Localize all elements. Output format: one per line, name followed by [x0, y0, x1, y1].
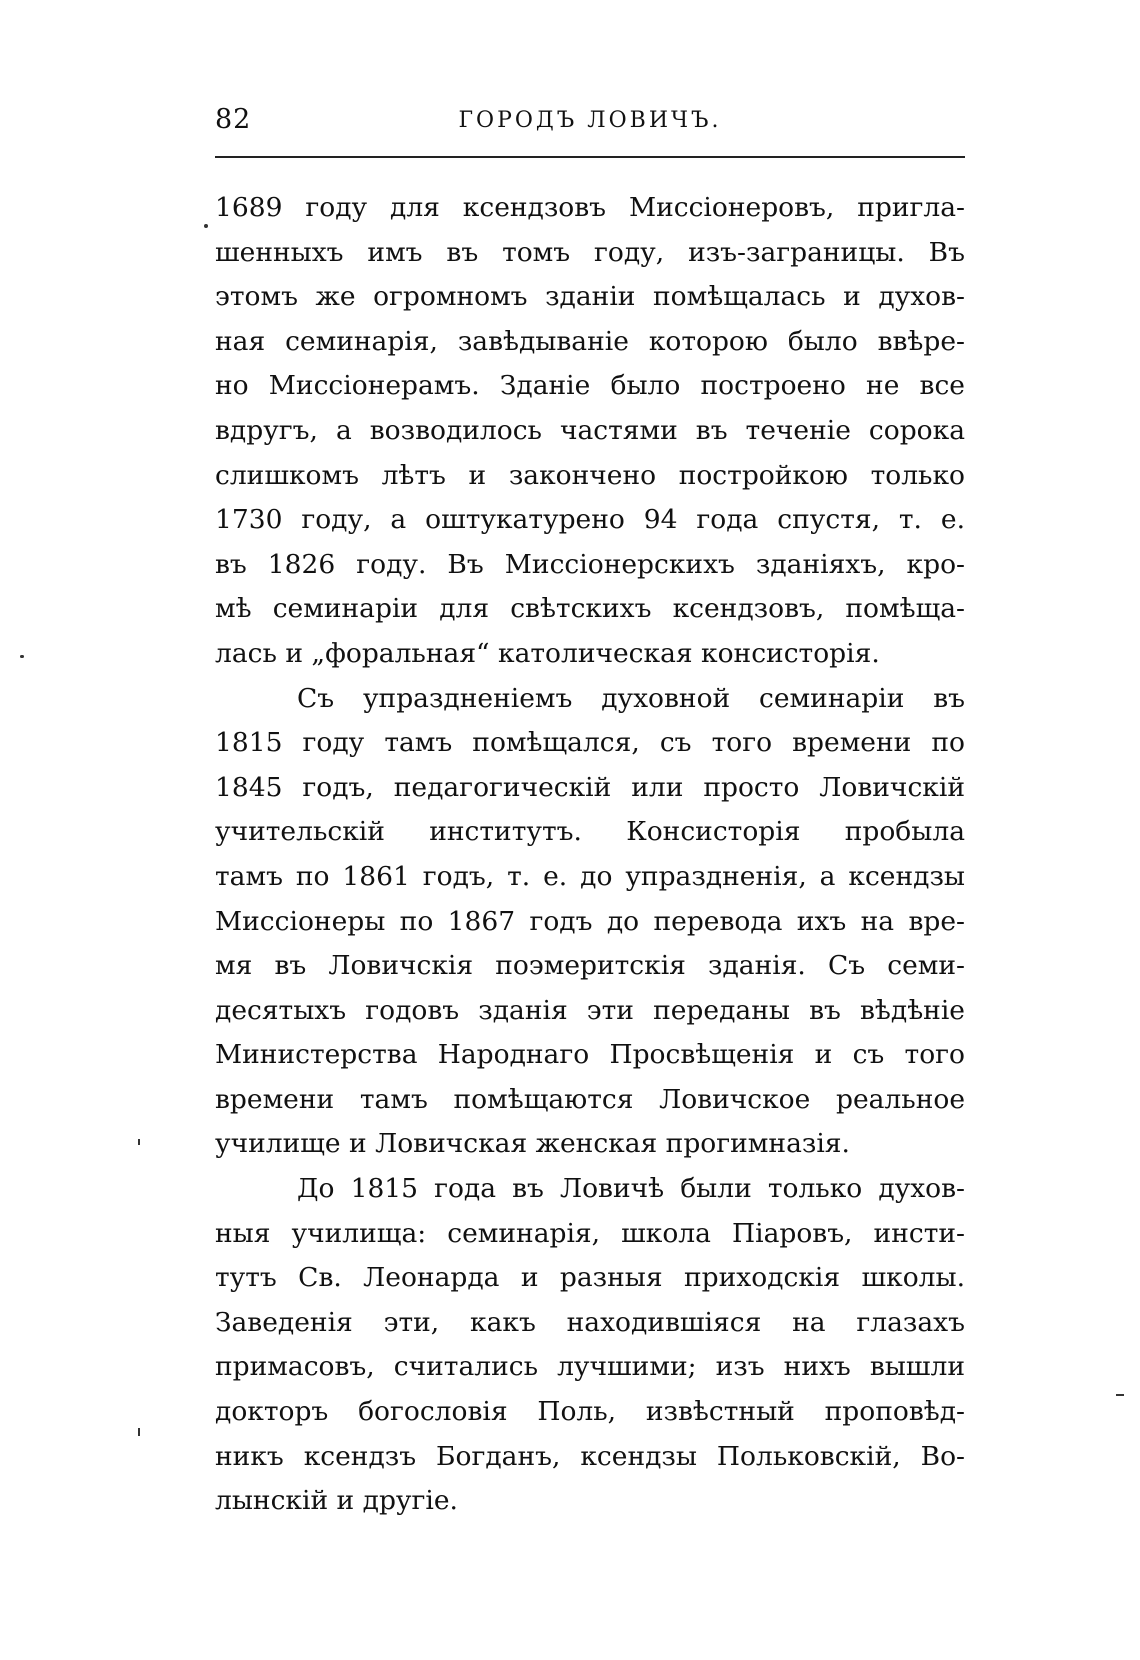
text-line: мя въ Ловичскія поэмеритскія зданія. Съ семи- — [215, 950, 965, 982]
text-line: мѣ семинаріи для свѣтскихъ ксендзовъ, помѣща- — [215, 593, 965, 625]
text-line: 1815 году тамъ помѣщался, съ того времени по — [215, 727, 965, 759]
paragraph-1 — [215, 186, 965, 677]
text-line: Заведенія эти, какъ находившіяся на глазахъ — [215, 1306, 965, 1338]
text-line: шенныхъ имъ въ томъ году, изъ-заграницы. Въ — [215, 236, 965, 268]
header-rule — [215, 156, 965, 158]
text-line: этомъ же огромномъ зданіи помѣщалась и духов- — [215, 281, 965, 313]
text-line: десятыхъ годовъ зданія эти переданы въ вѣдѣніе — [215, 994, 965, 1026]
text-line: никъ ксендзъ Богданъ, ксендзы Польковскій, Во- — [215, 1440, 965, 1472]
text-line: тутъ Св. Леонарда и разныя приходскія школы. — [215, 1262, 965, 1294]
text-line: ная семинарія, завѣдываніе которою было ввѣре- — [215, 325, 965, 357]
scan-speck — [204, 224, 208, 228]
text-line: 1845 годъ, педагогическій или просто Ловичскій — [215, 771, 965, 803]
text-line: тамъ по 1861 годъ, т. е. до упраздненія, а ксендзы — [215, 860, 965, 892]
scan-speck — [138, 1139, 140, 1145]
text-line: времени тамъ помѣщаются Ловичское реальное — [215, 1083, 965, 1115]
text-line: 1689 году для ксендзовъ Миссіонеровъ, пригла- — [215, 192, 965, 223]
paragraph-3 — [215, 1167, 965, 1524]
text-line: слишкомъ лѣтъ и закончено постройкою только — [215, 459, 965, 491]
text-line: учительскій институтъ. Консисторія пробыла — [215, 816, 965, 848]
text-line: Миссіонеры по 1867 годъ до перевода ихъ на вре- — [215, 905, 965, 937]
text-line: Министерства Народнаго Просвѣщенія и съ того — [215, 1039, 965, 1071]
text-line: До 1815 года въ Ловичѣ были только духов- — [297, 1173, 965, 1205]
text-line: лась и „форальная“ католическая консисторія. — [215, 637, 880, 669]
running-head — [215, 104, 965, 148]
page-number: 82 — [215, 104, 252, 135]
body-text — [215, 186, 965, 1524]
text-line: 1730 году, а оштукатурено 94 года спустя, т. е. — [215, 504, 965, 536]
text-line: но Миссіонерамъ. Зданіе было построено не все — [215, 370, 965, 402]
scan-speck — [1116, 1394, 1124, 1396]
paragraph-2 — [215, 677, 965, 1168]
text-line: ныя училища: семинарія, школа Піаровъ, инсти- — [215, 1217, 965, 1249]
scan-speck — [20, 655, 24, 658]
text-line: лынскій и другіе. — [215, 1485, 458, 1517]
text-line: примасовъ, считались лучшими; изъ нихъ вышли — [215, 1351, 965, 1383]
text-line: Съ упраздненіемъ духовной семинаріи въ — [297, 682, 965, 714]
scan-speck — [138, 1428, 140, 1436]
text-line: докторъ богословія Поль, извѣстный проповѣд- — [215, 1396, 965, 1428]
running-title: ГОРОДЪ ЛОВИЧЪ. — [458, 108, 722, 133]
text-line: въ 1826 году. Въ Миссіонерскихъ зданіяхъ, кро- — [215, 548, 965, 580]
text-line: вдругъ, а возводилось частями въ теченіе сорока — [215, 414, 965, 446]
text-line: училище и Ловичская женская прогимназія. — [215, 1128, 850, 1160]
